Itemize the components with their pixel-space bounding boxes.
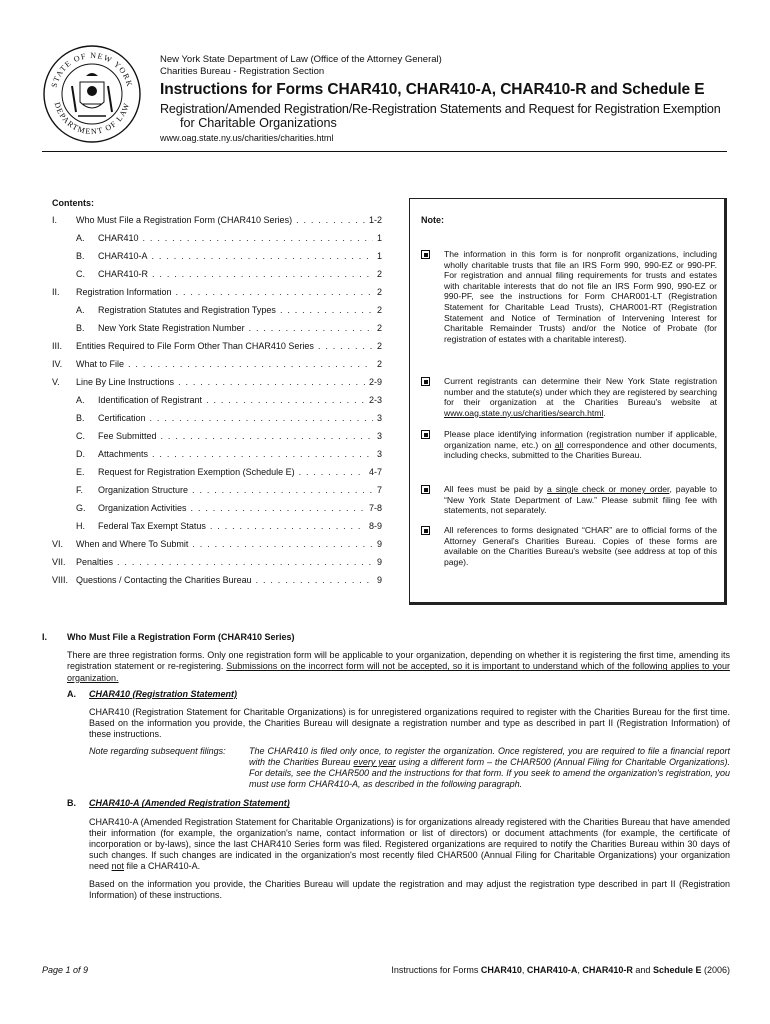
bullet-box-icon — [421, 250, 430, 259]
org-line-2: Charities Bureau - Registration Section — [160, 66, 325, 77]
org-line-1: New York State Department of Law (Office of the Attorney General) — [160, 54, 442, 65]
toc-row: A. Registration Statutes and Registration Types . . . 2 — [52, 305, 382, 323]
toc-row: F. Organization Structure . . . 7 — [52, 485, 382, 503]
page-footer — [42, 965, 730, 975]
bullet-box-icon — [421, 377, 430, 386]
subsection-a-text: CHAR410 (Registration Statement for Charitable Organizations) is for unregistered organizations required to register with the Charities Bureau for the first time. Based on the information you provide, the Charities Bureau will designate a registration number and type as described in part II (Registration Information) of these instructions. — [89, 707, 730, 740]
contents-title: Contents: — [52, 198, 94, 208]
table-of-contents — [52, 198, 382, 593]
note-item: All references to forms designated “CHAR” are to official forms of the Attorney General's Charities Bureau. Copies of these forms are available on the Charities Bureau's website (see address at top of this page). — [421, 525, 717, 567]
toc-row: VII. Penalties . . . 9 — [52, 557, 382, 575]
search-link[interactable]: www.oag.state.ny.us/charities/search.html — [444, 407, 604, 418]
document-subtitle-2: for Charitable Organizations — [180, 116, 337, 130]
subsection-a-heading: A. CHAR410 (Registration Statement) — [67, 688, 238, 699]
toc-row: E. Request for Registration Exemption (Schedule E) . . . 4-7 — [52, 467, 382, 485]
note-item: Please place identifying information (registration number if applicable, organization name, etc.) on all correspondence and other documents, including checks, submitted to the Charities Bureau. — [421, 429, 717, 461]
section-1 — [42, 632, 730, 901]
note-box — [409, 198, 727, 605]
section-heading: I. Who Must File a Registration Form (CHAR410 Series) — [42, 632, 295, 642]
header-url-link[interactable]: www.oag.state.ny.us/charities/charities.html — [160, 133, 334, 143]
svg-text:DEPARTMENT OF LAW: DEPARTMENT OF LAW — [52, 101, 132, 137]
toc-row: VI. When and Where To Submit . . . 9 — [52, 539, 382, 557]
toc-row: B. New York State Registration Number . . . 2 — [52, 323, 382, 341]
toc-row: III. Entities Required to File Form Other Than CHAR410 Series . . . 2 — [52, 341, 382, 359]
section-intro: There are three registration forms. Only one registration form will be applicable to your organization, depending on whether it is registering the first time, amending its registration statement or re-registering. Submissions on the incorrect form will not be accepted, so it is important to understand which of the following applies to your organization. — [67, 650, 730, 683]
note-item: The information in this form is for nonprofit organizations, including wholly charitable trusts that file an IRS Form 990, 990-EZ or 990-PF. For registration and annual filing requirements for trusts and estates with charitable interests that do not file an IRS Form 990, 990-EZ or 990-PF, see the instructions for Form CHAR001-LT (Registration Statement for Charitable Lead Trusts), CHAR001-RT (Registration Statement and Notice of Termination of Intervening Interest for Charitable Remainder Trusts) and/or the Notice of Probate (for registration of estates with a charitable interest). — [421, 249, 717, 344]
subsequent-filings-note: Note regarding subsequent filings: The CHAR410 is filed only once, to register the organization. Once registered, you are required to file a financial report with the Charities Bureau every year using a different form – the CHAR500 (Annual Filing for Charitable Organizations). For details, see the CHAR500 and the instructions for that form. If you seek to amend the organization's registration, you must use form CHAR410-A, as described in the following paragraph. — [89, 745, 730, 790]
subsection-b-heading: B. CHAR410-A (Amended Registration Statement) — [67, 798, 290, 809]
toc-row: G. Organization Activities . . . 7-8 — [52, 503, 382, 521]
toc-row: C. CHAR410-R . . . 2 — [52, 269, 382, 287]
state-seal-logo — [42, 44, 142, 144]
note-item: Current registrants can determine their New York State registration number and the statute(s) under which they are registered by searching for their organization at the Charities Bureau's website at www.oag.state.ny.us/charities/search.html. — [421, 376, 717, 418]
toc-row: IV. What to File . . . 2 — [52, 359, 382, 377]
contents-list — [52, 215, 382, 593]
bullet-box-icon — [421, 485, 430, 494]
toc-row: D. Attachments . . . 3 — [52, 449, 382, 467]
bullet-box-icon — [421, 526, 430, 535]
toc-row: A. Identification of Registrant . . . 2-3 — [52, 395, 382, 413]
page-number: Page 1 of 9 — [42, 965, 89, 975]
toc-row: V. Line By Line Instructions . . . 2-9 — [52, 377, 382, 395]
toc-row: VIII. Questions / Contacting the Charities Bureau . . . 9 — [52, 575, 382, 593]
footer-form-title: Instructions for Forms CHAR410, CHAR410-A, CHAR410-R and Schedule E (2006) — [391, 965, 730, 975]
toc-row: C. Fee Submitted . . . 3 — [52, 431, 382, 449]
subsection-b-text: CHAR410-A (Amended Registration Statement for Charitable Organizations) is for organizations already registered with the Charities Bureau that have amended their information (for example, the organization's name, contact information or list of directors) or document attachments (for example, the certificate of incorporation or by-laws), since the last CHAR410 Series form was filed. Registered organizations are required to notify the Charities Bureau within 30 days of such changes. If such changes are indicated in the organization's most recently filed CHAR500 (Annual Filing for Charitable Organizations) your organization need not file a CHAR410-A. — [89, 816, 730, 872]
toc-row: H. Federal Tax Exempt Status . . . 8-9 — [52, 521, 382, 539]
note-item: All fees must be paid by a single check or money order, payable to “New York State Department of Law.” Please submit filing fee with statements, not separately. — [421, 484, 717, 516]
header-divider — [42, 151, 727, 152]
svg-text:STATE OF NEW YORK: STATE OF NEW YORK — [49, 50, 135, 89]
document-header — [160, 54, 740, 143]
note-title: Note: — [421, 215, 444, 225]
toc-row: A. CHAR410 . . . 1 — [52, 233, 382, 251]
toc-row: B. CHAR410-A . . . 1 — [52, 251, 382, 269]
document-subtitle: Registration/Amended Registration/Re-Registration Statements and Request for Registration Exemption — [160, 102, 721, 116]
bullet-box-icon — [421, 430, 430, 439]
toc-row: I. Who Must File a Registration Form (CHAR410 Series) . . . 1-2 — [52, 215, 382, 233]
subsection-b-text-2: Based on the information you provide, the Charities Bureau will update the registration and may adjust the registration type described in part II (Registration Information) of these instructions. — [89, 878, 730, 900]
document-title: Instructions for Forms CHAR410, CHAR410-A, CHAR410-R and Schedule E — [160, 81, 705, 98]
toc-row: II. Registration Information . . . 2 — [52, 287, 382, 305]
toc-row: B. Certification . . . 3 — [52, 413, 382, 431]
